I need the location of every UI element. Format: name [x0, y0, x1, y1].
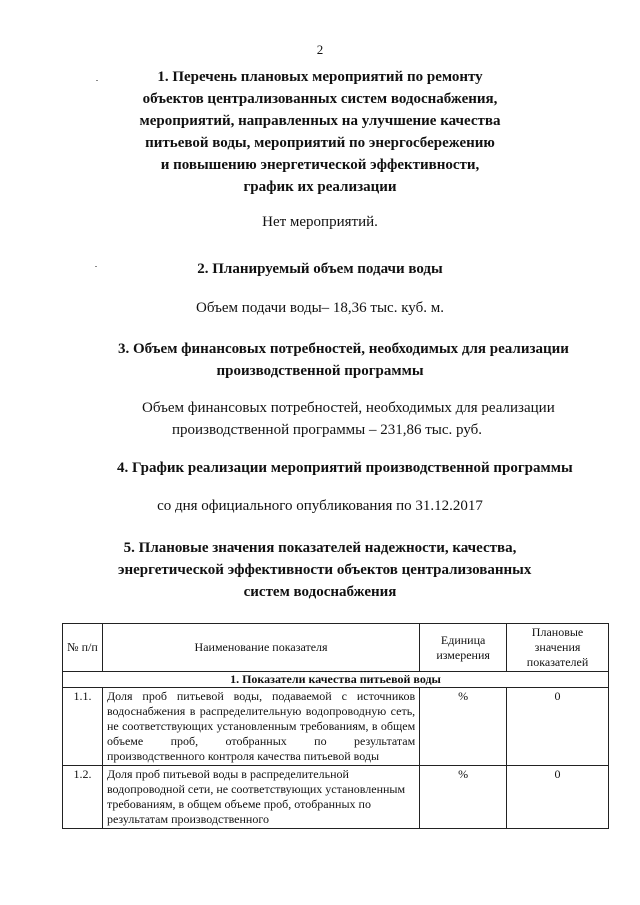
table-group-row [63, 672, 609, 688]
section3-text-line: Объем финансовых потребностей, необходимых для реализации [142, 400, 555, 416]
section4-text: со дня официального опубликования по 31.12.2017 [157, 498, 483, 514]
section1-text: Нет мероприятий. [262, 214, 378, 230]
section1-title-line: мероприятий, направленных на улучшение качества [139, 113, 501, 129]
row-num: 1.2. [63, 766, 103, 829]
header-value: Плановые значения показателей [507, 624, 609, 672]
indicators-table [62, 623, 609, 829]
header-num: № п/п [63, 624, 103, 672]
row-unit: % [420, 688, 507, 766]
section5-title-line: 5. Плановые значения показателей надежности, качества, [123, 540, 517, 556]
section1-title-line: питьевой воды, мероприятий по энергосбережению [145, 135, 495, 151]
table-row [63, 766, 609, 829]
header-name: Наименование показателя [102, 624, 419, 672]
section3-title-line: 3. Объем финансовых потребностей, необходимых для реализации [118, 341, 569, 357]
page-number: 2 [316, 42, 324, 57]
table-row [63, 688, 609, 766]
row-name: Доля проб питьевой воды, подаваемой с источников водоснабжения в распределительную водопроводную сеть, не соответствующих установленным требованиям, в общем объеме проб, отобранных по результатам производственного контроля качества питьевой воды [102, 688, 419, 766]
section2-title: 2. Планируемый объем подачи воды [197, 261, 443, 277]
row-num: 1.1. [63, 688, 103, 766]
section2-text: Объем подачи воды– 18,36 тыс. куб. м. [196, 300, 444, 316]
row-value: 0 [507, 688, 609, 766]
section1-title-line: 1. Перечень плановых мероприятий по ремонту [157, 69, 483, 85]
row-name: Доля проб питьевой воды в распределительной водопроводной сети, не соответствующих установленным требованиям, в общем объеме проб, отобранных по результатам производственного [102, 766, 419, 829]
section3-title-line: производственной программы [216, 363, 424, 379]
section5-title-line: энергетической эффективности объектов централизованных [118, 562, 532, 578]
section1-title-line: и повышению энергетической эффективности, [160, 157, 480, 173]
row-value: 0 [507, 766, 609, 829]
row-unit: % [420, 766, 507, 829]
section1-title-line: график их реализации [243, 179, 397, 195]
section1-title-line: объектов централизованных систем водоснабжения, [142, 91, 498, 107]
table-header-row [63, 624, 609, 672]
section3-text-line: производственной программы – 231,86 тыс. руб. [172, 422, 483, 438]
section1-title [0, 66, 640, 198]
section5-title-line: систем водоснабжения [243, 584, 397, 600]
group-title: 1. Показатели качества питьевой воды [63, 672, 609, 688]
section4-title: 4. График реализации мероприятий производственной программы [117, 460, 573, 476]
header-unit: Единица измерения [420, 624, 507, 672]
